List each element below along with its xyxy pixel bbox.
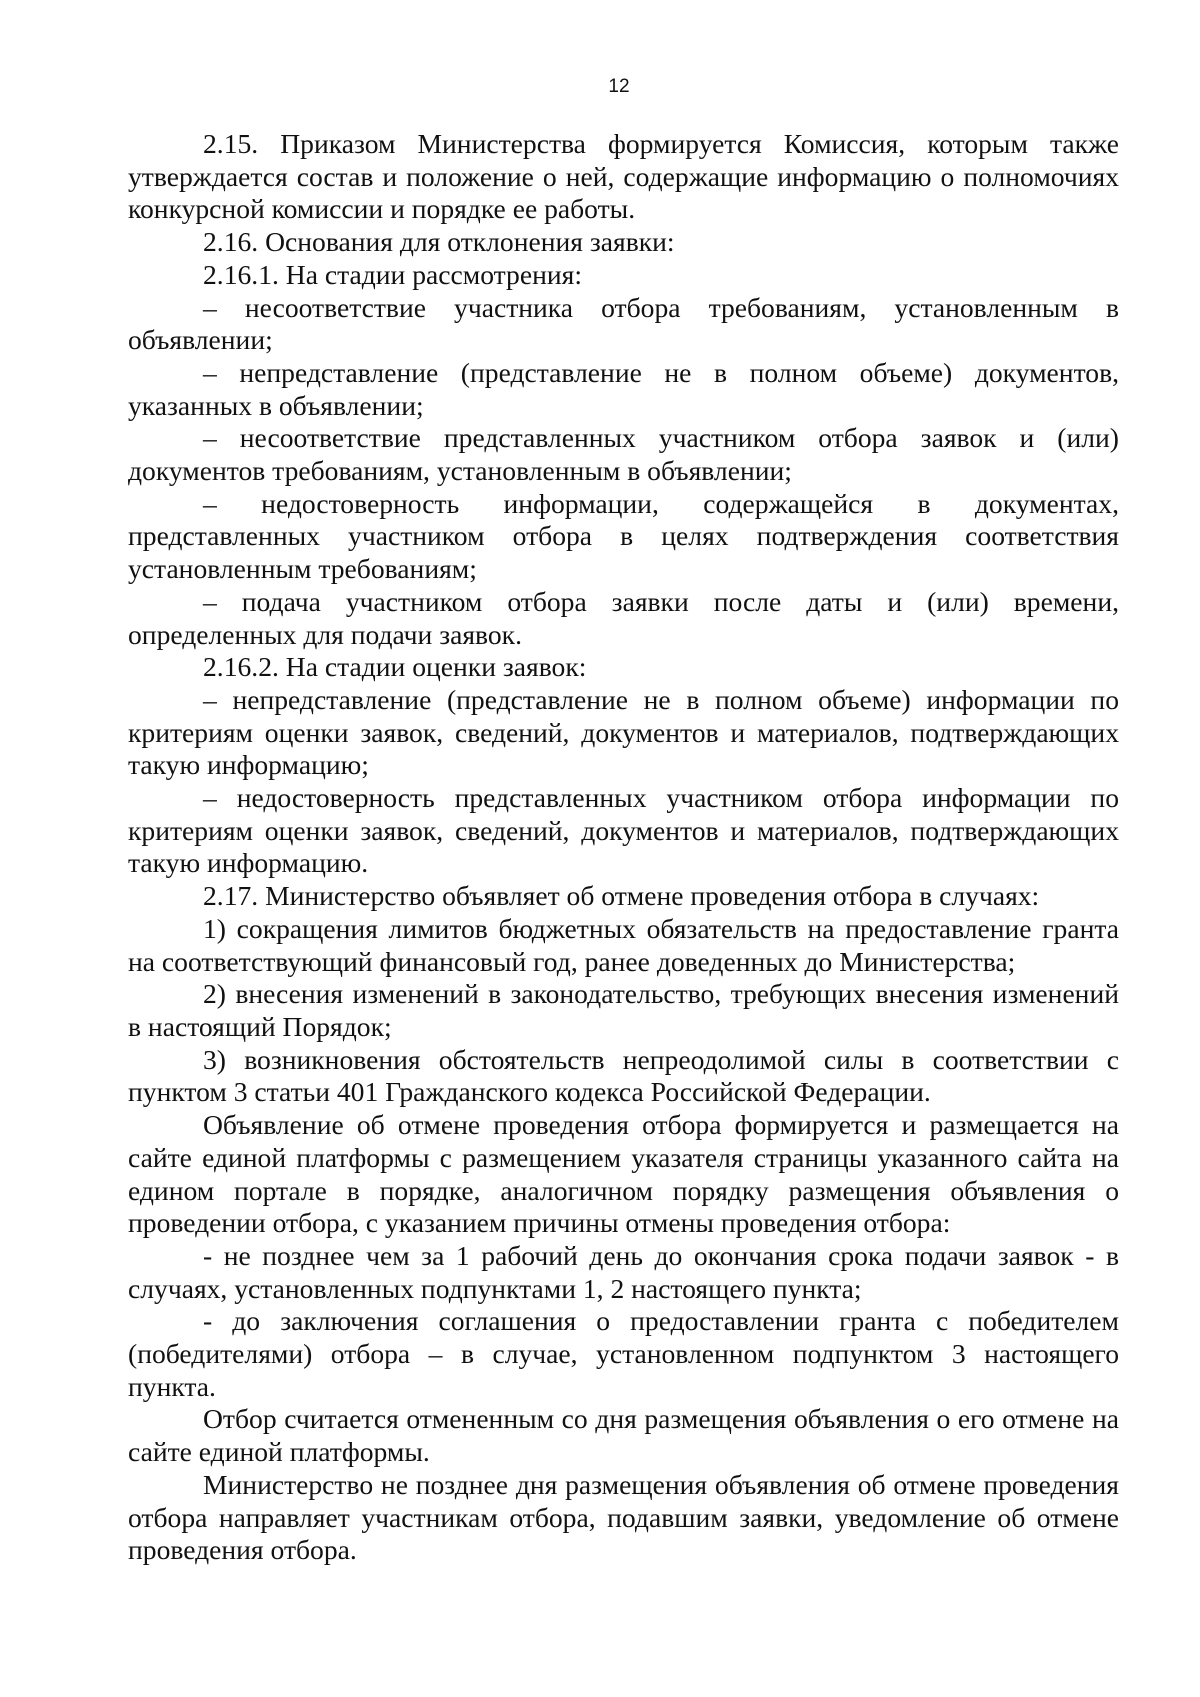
paragraph-2-16-1: 2.16.1. На стадии рассмотрения: — [203, 258, 582, 290]
paragraph-2-16-2: 2.16.2. На стадии оценки заявок: — [203, 651, 587, 683]
page-number: 12 — [608, 76, 630, 97]
list-item-deadline-1: - не позднее чем за 1 рабочий день до окончания срока подачи заявок - в случаях, установленных подпунктами 1, 2 настоящего пункта; — [128, 1239, 1119, 1304]
list-item-rejection-1: – несоответствие участника отбора требованиям, установленным в объявлении; — [128, 291, 1119, 356]
list-item-evaluation-2: – недостоверность представленных участником отбора информации по критериям оценки заявок, сведений, документов и материалов, подтверждающих такую информацию. — [128, 782, 1119, 879]
paragraph-cancellation-effective: Отбор считается отмененным со дня размещения объявления о его отмене на сайте единой платформы. — [128, 1403, 1119, 1468]
paragraph-notification: Министерство не позднее дня размещения объявления об отмене проведения отбора направляет участникам отбора, подавшим заявки, уведомление об отмене проведения отбора. — [128, 1468, 1119, 1566]
list-item-cancellation-3: 3) возникновения обстоятельств непреодолимой силы в соответствии с пунктом 3 статьи 401 Гражданского кодекса Российской Федерации. — [128, 1043, 1119, 1108]
document-body — [128, 128, 1119, 1567]
list-item-evaluation-1: – непредставление (представление не в полном объеме) информации по критериям оценки заявок, сведений, документов и материалов, подтверждающих такую информацию; — [128, 683, 1119, 781]
list-item-cancellation-2: 2) внесения изменений в законодательство, требующих внесения изменений в настоящий Порядок; — [128, 978, 1119, 1042]
list-item-deadline-2: - до заключения соглашения о предоставлении гранта с победителем (победителями) отбора – в случае, установленном подпунктом 3 настоящего пункта. — [128, 1305, 1119, 1402]
list-item-rejection-4: – недостоверность информации, содержащейся в документах, представленных участником отбора в целях подтверждения соответствия установленным требованиям; — [128, 487, 1119, 585]
paragraph-2-15: 2.15. Приказом Министерства формируется Комиссия, которым также утверждается состав и положение о ней, содержащие информацию о полномочиях конкурсной комиссии и порядке ее работы. — [128, 128, 1119, 225]
list-item-rejection-5: – подача участником отбора заявки после даты и (или) времени, определенных для подачи заявок. — [128, 585, 1119, 650]
paragraph-cancellation-announcement: Объявление об отмене проведения отбора формируется и размещается на сайте единой платформы с размещением указателя страницы указанного сайта на едином портале в порядке, аналогичном порядку размещения объявления о проведении отбора, с указанием причины отмены проведения отбора: — [128, 1109, 1119, 1239]
paragraph-2-16: 2.16. Основания для отклонения заявки: — [203, 226, 675, 258]
list-item-rejection-2: – непредставление (представление не в полном объеме) документов, указанных в объявлении; — [128, 356, 1119, 421]
list-item-cancellation-1: 1) сокращения лимитов бюджетных обязательств на предоставление гранта на соответствующий финансовый год, ранее доведенных до Министерства; — [128, 912, 1119, 977]
paragraph-2-17: 2.17. Министерство объявляет об отмене проведения отбора в случаях: — [203, 880, 1040, 912]
list-item-rejection-3: – несоответствие представленных участником отбора заявок и (или) документов требованиям, установленным в объявлении; — [128, 422, 1119, 487]
